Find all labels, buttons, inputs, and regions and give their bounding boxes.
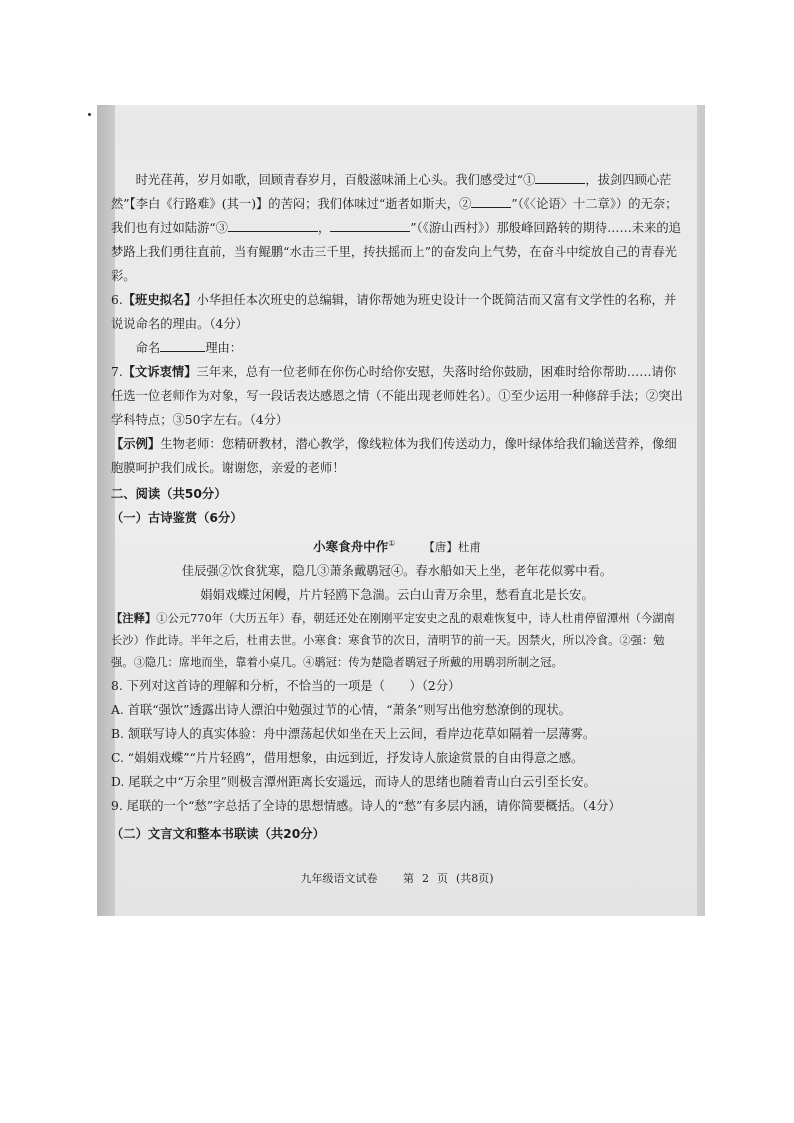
blank-1[interactable] <box>535 169 585 184</box>
page-footer: 九年级语文试卷 第 2 页 (共8页) <box>300 872 494 885</box>
poem-line-1: 佳辰强②饮食犹寒，隐几③萧条戴鹖冠④。春水船如天上坐，老年花似雾中看。 <box>181 564 613 579</box>
option-d: D. 尾联之中“万余里”则极言潭州距离长安遥远，而诗人的思绪也随着青山白云引至长安。 <box>111 775 596 790</box>
classical-subheading: （二）文言文和整本书联读（共20分） <box>111 827 325 842</box>
question-7-example: 【示例】生物老师：您精研教材，潜心教学，像线粒体为我们传送动力，像叶绿体给我们输送营养，像细胞膜呵护我们成长。谢谢您，亲爱的老师！ <box>111 436 677 475</box>
name-answer-blank[interactable] <box>160 337 205 352</box>
footer-page-number: 2 <box>421 872 429 885</box>
question-7: 7.【文诉衷情】三年来，总有一位老师在你伤心时给你安慰，失落时给你鼓励，困难时给你帮助……请你任选一位老师作为对象，写一段话表达感恩之情（不能出现老师姓名）。①至少运用一种修辞手法；②突出学科特点；③50字左右。（4分） <box>111 364 683 427</box>
footer-total-pages: (共8页) <box>455 872 494 885</box>
reading-heading: 二、阅读（共50分） <box>111 487 227 501</box>
poem-line-2: 娟娟戏蝶过闲幔，片片轻鸥下急湍。云白山青万余里，愁看直北是长安。 <box>200 588 594 603</box>
footer-exam-name: 九年级语文试卷 <box>300 872 378 885</box>
question-8: 8. 下列对这首诗的理解和分析，不恰当的一项是（ ）（2分） <box>111 679 461 694</box>
poetry-subheading: （一）古诗鉴赏（6分） <box>111 511 243 525</box>
poem-title-line: 小寒食舟中作① 【唐】杜甫 <box>313 539 481 555</box>
blank-3b[interactable] <box>330 217 410 232</box>
ink-dot <box>88 113 91 116</box>
question-9: 9. 尾联的一个“愁”字总括了全诗的思想情感。诗人的“愁”有多层内涵，请你简要概括。（4分） <box>111 799 621 814</box>
blank-2[interactable] <box>471 193 511 208</box>
blank-3a[interactable] <box>228 217 318 232</box>
intro-paragraph: 时光荏苒，岁月如歌，回顾青春岁月，百般滋味涌上心头。我们感受过“① ，拔剑四顾心茫然”【李白《行路难》(其一)】的苦闷；我们体味过“逝者如斯夫，② ”（《〈论语〉十二章》）的无奈；我们也有过如陆游“③ ， ”（《游山西村》）那般峰回路转的期待……未来的追梦路上我们勇往直前，当有鲲鹏“水击三千里，抟扶摇而上”的奋发向上气势，在奋斗中绽放自己的青春光彩。 <box>111 168 683 288</box>
poem-notes: 【注释】①公元770年（大历五年）春，朝廷还处在刚刚平定安史之乱的艰难恢复中，诗人杜甫停留潭州（今湖南长沙）作此诗。半年之后，杜甫去世。小寒食：寒食节的次日，清明节的前一天。因禁火，所以冷食。②强：勉强。③隐几：席地而坐，靠着小桌几。④鹖冠：传为楚隐者鹖冠子所戴的用鹖羽所制之冠。 <box>111 611 675 670</box>
option-c: C. “娟娟戏蝶”“片片轻鸥”，借用想象，由远到近，抒发诗人旅途赏景的自由得意之感。 <box>111 751 584 766</box>
option-b: B. 颔联写诗人的真实体验：舟中漂荡起伏如坐在天上云间，看岸边花草如隔着一层薄雾。 <box>111 727 596 742</box>
question-6-answer: 命名 理由： <box>111 336 683 360</box>
option-a: A. 首联“强饮”透露出诗人漂泊中勉强过节的心情，“萧条”则写出他穷愁潦倒的现状。 <box>111 703 571 718</box>
question-6: 6.【班史拟名】小华担任本次班史的总编辑，请你帮她为班史设计一个既简洁而又富有文学性的名称，并说说命名的理由。（4分） <box>111 292 677 331</box>
poem-author: 【唐】杜甫 <box>423 540 481 555</box>
poem-title: 小寒食舟中作 <box>313 539 389 555</box>
exam-content <box>111 168 683 846</box>
